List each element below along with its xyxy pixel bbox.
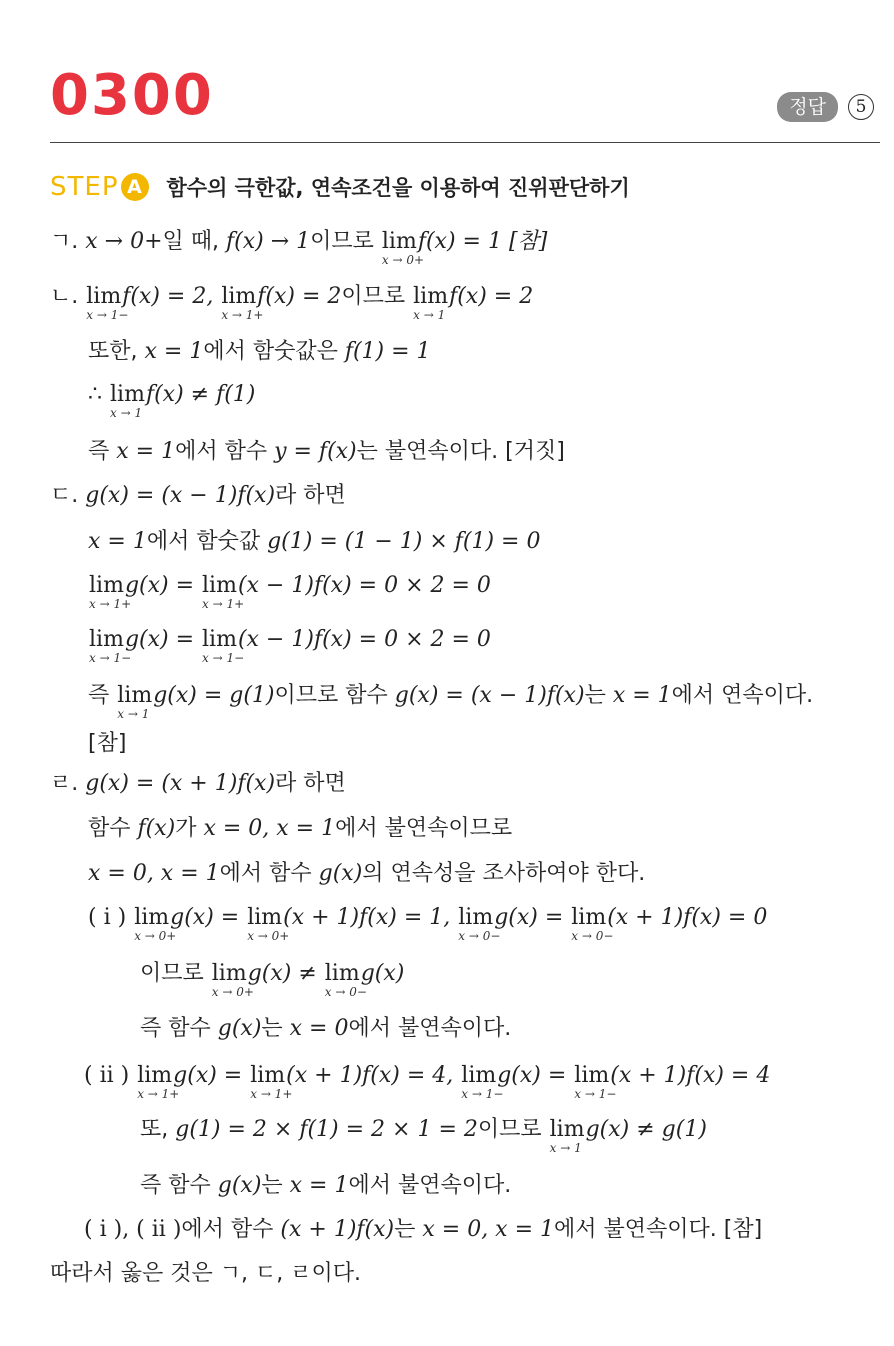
limit-subscript: x → 0+: [381, 253, 425, 267]
math-expr: g(x) = g(1): [153, 683, 275, 708]
math-expr: g(x) =: [124, 627, 202, 652]
limit-subscript: x → 0−: [458, 929, 501, 943]
math-expr: g(x) = (x + 1)f(x): [85, 771, 276, 796]
limit-word: lim: [250, 1063, 286, 1088]
math-expr: g(x) =: [124, 573, 202, 598]
limit-word: lim: [134, 905, 170, 930]
limit-subscript: x → 1+: [89, 597, 132, 611]
math-expr: g(x) ≠: [247, 961, 324, 986]
item-marker: ㄹ.: [50, 771, 86, 796]
math-expr: g(x) = (x − 1)f(x): [85, 483, 276, 508]
text-run: 에서 불연속이므로: [335, 816, 513, 841]
limit-subscript: x → 0+: [247, 929, 290, 943]
text-run: 에서 함숫값: [146, 529, 268, 554]
limit-operator: [89, 627, 132, 665]
limit-word: lim: [571, 905, 607, 930]
text-run: 이므로: [477, 1117, 549, 1142]
text-run: 일 때,: [162, 229, 226, 254]
math-expr: g(x): [318, 861, 363, 886]
math-expr: (x + 1)f(x) = 1,: [283, 905, 458, 930]
solution-line-r8: [140, 1117, 707, 1155]
limit-operator: [461, 1063, 504, 1101]
math-expr: x = 1: [144, 339, 204, 364]
solution-line-r9: [140, 1174, 511, 1198]
limit-word: lim: [413, 284, 449, 309]
text-run: 즉 함수: [140, 1016, 218, 1041]
text-run: 에서 함숫값은: [203, 339, 345, 364]
limit-word: lim: [89, 627, 124, 652]
math-expr: f(x) → 1: [226, 229, 311, 254]
math-expr: x = 1: [612, 683, 672, 708]
limit-operator: [324, 961, 367, 999]
limit-operator: [381, 229, 425, 267]
step-badge: A: [121, 173, 149, 201]
text-run: 가: [175, 816, 204, 841]
math-expr: f(x) = 2,: [122, 284, 221, 309]
limit-word: lim: [549, 1117, 585, 1142]
solution-line-n4: [88, 440, 565, 464]
math-expr: x = 0, x = 1: [203, 816, 336, 841]
limit-subscript: x → 0+: [134, 929, 177, 943]
limit-word: lim: [247, 905, 283, 930]
answer-box: [777, 92, 874, 122]
text-run: 에서 함수: [219, 861, 319, 886]
math-expr: (x + 1)f(x): [280, 1217, 395, 1242]
limit-subscript: x → 1+: [250, 1087, 293, 1101]
conclusion-line: [50, 1262, 361, 1286]
solution-line-d1: [50, 484, 346, 508]
case-marker: ( ii ): [84, 1063, 137, 1088]
limit-subscript: x → 1: [413, 308, 446, 322]
solution-line-g1: [50, 229, 548, 267]
limit-word: lim: [324, 961, 360, 986]
math-expr: f(1) = 1: [344, 339, 431, 364]
text-run: 에서 불연속이다.: [348, 1173, 512, 1198]
limit-operator: [221, 284, 264, 322]
math-expr: x = 1: [88, 529, 147, 554]
solution-line-r6: [140, 1017, 511, 1041]
limit-word: lim: [137, 1063, 173, 1088]
limit-operator: [89, 573, 132, 611]
solution-line-n2: [88, 340, 431, 364]
text-run: 에서 연속이다.: [671, 683, 814, 708]
solution-line-r3: [88, 862, 645, 886]
limit-operator: [137, 1063, 180, 1101]
math-expr: g(x) = (x − 1)f(x): [394, 683, 585, 708]
limit-subscript: x → 0−: [324, 985, 367, 999]
limit-word: lim: [461, 1063, 497, 1088]
math-expr: g(x): [217, 1016, 262, 1041]
math-expr: x = 1: [116, 439, 176, 464]
math-expr: g(x) =: [494, 905, 571, 930]
answer-value: 5: [848, 94, 874, 120]
limit-word: lim: [86, 284, 122, 309]
solution-line-d6: [88, 732, 126, 756]
step-heading: [50, 172, 630, 202]
step-label: STEP: [50, 172, 119, 202]
math-expr: x → 0+: [85, 229, 163, 254]
text-run: 이므로: [140, 961, 211, 986]
text-run: 라 하면: [275, 483, 346, 508]
limit-operator: [211, 961, 254, 999]
math-expr: g(x) =: [497, 1063, 574, 1088]
solution-line-d4: [88, 627, 491, 665]
text-run: 의 연속성을 조사하여야 한다.: [362, 861, 646, 886]
solution-line-r2: [88, 817, 512, 841]
limit-operator: [458, 905, 501, 943]
solution-line-r7: [84, 1063, 771, 1101]
limit-subscript: x → 1: [549, 1141, 582, 1155]
math-expr: f(x) = 2: [449, 284, 534, 309]
limit-subscript: x → 1+: [202, 597, 245, 611]
limit-subscript: x → 1: [110, 406, 143, 420]
solution-line-d3: [88, 573, 491, 611]
math-expr: x = 0, x = 1: [422, 1217, 555, 1242]
solution-line-r1: [50, 772, 346, 796]
text-run: 즉 함수: [140, 1173, 218, 1198]
math-expr: (x − 1)f(x) = 0 × 2 = 0: [237, 627, 491, 652]
text-run: 는 불연속이다. [거짓]: [356, 439, 565, 464]
limit-word: lim: [574, 1063, 610, 1088]
math-expr: (x − 1)f(x) = 0 × 2 = 0: [237, 573, 491, 598]
text-run: 이므로: [310, 229, 381, 254]
solution-line-r5: [140, 961, 405, 999]
math-expr: (x + 1)f(x) = 4,: [286, 1063, 461, 1088]
math-expr: f(x): [137, 816, 176, 841]
solution-line-d5: [88, 683, 814, 721]
solution-line-n1: [50, 284, 534, 322]
math-expr: x = 0: [289, 1016, 349, 1041]
limit-word: lim: [202, 627, 237, 652]
limit-word: lim: [221, 284, 257, 309]
limit-operator: [250, 1063, 293, 1101]
verdict-text: [참]: [88, 731, 127, 756]
text-run: 라 하면: [275, 771, 346, 796]
limit-subscript: x → 1−: [86, 308, 129, 322]
text-run: 는: [261, 1173, 290, 1198]
math-expr: x = 0, x = 1: [88, 861, 220, 886]
text-run: 에서 불연속이다. [참]: [554, 1217, 763, 1242]
math-expr: g(1) = 2 × f(1) = 2 × 1 = 2: [175, 1117, 478, 1142]
math-expr: x = 1: [289, 1173, 349, 1198]
limit-subscript: x → 1+: [221, 308, 264, 322]
limit-word: lim: [110, 382, 145, 407]
text-run: 이므로: [341, 284, 413, 309]
limit-subscript: x → 1−: [202, 651, 245, 665]
text-run: 즉: [88, 683, 117, 708]
solution-line-r10: [84, 1218, 762, 1242]
math-expr: (x + 1)f(x) = 4: [610, 1063, 771, 1088]
math-expr: g(x) =: [170, 905, 247, 930]
limit-subscript: x → 1+: [137, 1087, 180, 1101]
math-expr: f(x) ≠ f(1): [145, 382, 256, 407]
solution-line-r4: [88, 905, 768, 943]
text-run: 는: [261, 1016, 290, 1041]
text-run: 즉: [88, 439, 117, 464]
solution-line-d2: [88, 530, 540, 554]
case-marker: ( i ): [88, 905, 134, 930]
math-expr: g(x): [360, 961, 405, 986]
limit-word: lim: [211, 961, 247, 986]
limit-operator: [86, 284, 129, 322]
math-expr: g(x) ≠ g(1): [585, 1117, 707, 1142]
text-run: 는: [584, 683, 613, 708]
therefore-symbol: ∴: [88, 382, 109, 407]
limit-operator: [110, 382, 145, 420]
item-marker: ㄷ.: [50, 483, 86, 508]
text-run: 에서 불연속이다.: [348, 1016, 512, 1041]
limit-word: lim: [202, 573, 237, 598]
limit-subscript: x → 1−: [461, 1087, 504, 1101]
limit-operator: [202, 627, 245, 665]
limit-operator: [571, 905, 614, 943]
limit-word: lim: [458, 905, 494, 930]
limit-operator: [247, 905, 290, 943]
text-run: 는: [394, 1217, 423, 1242]
math-expr: (x + 1)f(x) = 0: [607, 905, 768, 930]
text-run: 이므로 함수: [274, 683, 395, 708]
math-expr: g(x): [217, 1173, 262, 1198]
limit-operator: [549, 1117, 585, 1155]
limit-subscript: x → 1−: [89, 651, 132, 665]
text-run: 함수: [88, 816, 138, 841]
limit-operator: [134, 905, 177, 943]
math-expr: y = f(x): [274, 439, 357, 464]
item-marker: ㄴ.: [50, 284, 86, 309]
limit-word: lim: [89, 573, 124, 598]
conclusion-text: 따라서 옳은 것은 ㄱ, ㄷ, ㄹ이다.: [50, 1261, 361, 1286]
limit-operator: [117, 683, 153, 721]
limit-subscript: x → 1−: [574, 1087, 617, 1101]
limit-operator: [202, 573, 245, 611]
limit-word: lim: [381, 229, 417, 254]
limit-subscript: x → 0−: [571, 929, 614, 943]
item-marker: ㄱ.: [50, 229, 86, 254]
limit-word: lim: [117, 683, 153, 708]
answer-label: 정답: [777, 92, 838, 122]
text-run: 에서 함수: [181, 1217, 281, 1242]
case-marker: ( i ), ( ii ): [84, 1217, 182, 1242]
math-expr: g(1) = (1 − 1) × f(1) = 0: [267, 529, 541, 554]
step-title: 함수의 극한값, 연속조건을 이용하여 진위판단하기: [166, 176, 630, 200]
limit-operator: [574, 1063, 617, 1101]
text-run: 또,: [140, 1117, 176, 1142]
problem-number: 0300: [50, 63, 214, 128]
limit-operator: [413, 284, 449, 322]
math-expr: f(x) = 1 [참]: [417, 229, 548, 254]
limit-subscript: x → 1: [117, 707, 150, 721]
text-run: 또한,: [88, 339, 145, 364]
solution-line-n3: [88, 382, 256, 420]
limit-subscript: x → 0+: [211, 985, 254, 999]
header-divider: [50, 142, 880, 143]
math-expr: g(x) =: [173, 1063, 250, 1088]
text-run: 에서 함수: [175, 439, 275, 464]
math-expr: f(x) = 2: [257, 284, 342, 309]
